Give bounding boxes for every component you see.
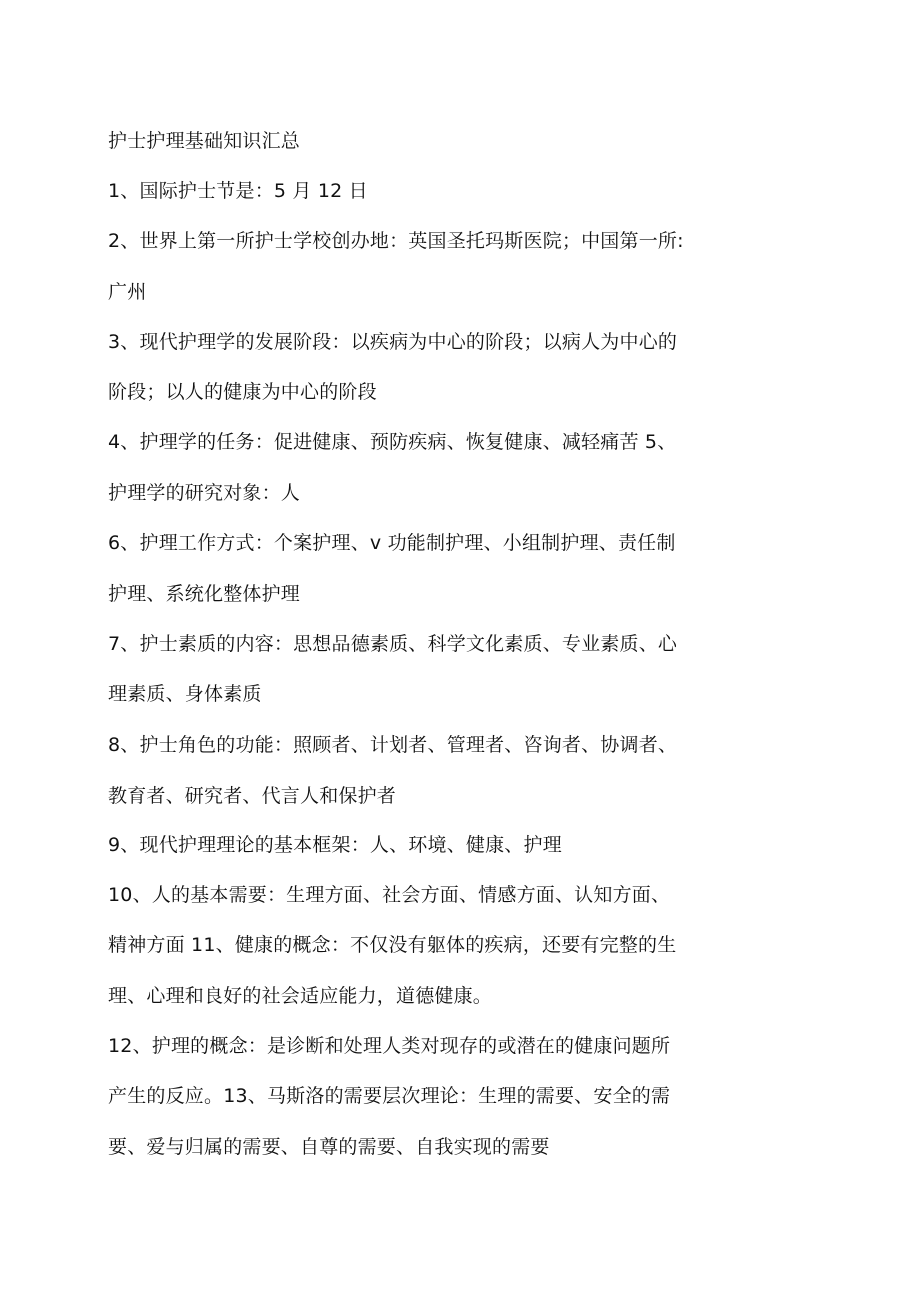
text-line: 1、国际护士节是：5 月 12 日 xyxy=(108,180,368,202)
text-line: 7、护士素质的内容：思想品德素质、科学文化素质、专业素质、心 xyxy=(108,633,678,655)
text-line: 8、护士角色的功能：照顾者、计划者、管理者、咨询者、协调者、 xyxy=(108,734,678,756)
text-line: 6、护理工作方式：个案护理、v 功能制护理、小组制护理、责任制 xyxy=(108,532,676,554)
text-line: 护理、系统化整体护理 xyxy=(108,583,301,605)
text-line: 要、爱与归属的需要、自尊的需要、自我实现的需要 xyxy=(108,1136,550,1158)
text-line: 10、人的基本需要：生理方面、社会方面、情感方面、认知方面、 xyxy=(108,884,671,906)
text-line: 产生的反应。13、马斯洛的需要层次理论：生理的需要、安全的需 xyxy=(108,1085,671,1107)
text-line: 阶段；以人的健康为中心的阶段 xyxy=(108,381,377,403)
text-line: 理素质、身体素质 xyxy=(108,683,262,705)
text-line: 理、心理和良好的社会适应能力，道德健康。 xyxy=(108,985,493,1007)
text-line: 4、护理学的任务：促进健康、预防疾病、恢复健康、减轻痛苦 5、 xyxy=(108,431,677,453)
text-line: 精神方面 11、健康的概念：不仅没有躯体的疾病，还要有完整的生 xyxy=(108,934,677,956)
text-line: 广州 xyxy=(108,281,147,303)
text-line: 9、现代护理理论的基本框架：人、环境、健康、护理 xyxy=(108,834,562,856)
text-line: 3、现代护理学的发展阶段：以疾病为中心的阶段；以病人为中心的 xyxy=(108,331,678,353)
text-line: 12、护理的概念：是诊断和处理人类对现存的或潜在的健康问题所 xyxy=(108,1035,671,1057)
text-line: 教育者、研究者、代言人和保护者 xyxy=(108,785,397,807)
text-line: 护理学的研究对象：人 xyxy=(108,482,301,504)
text-line: 2、世界上第一所护士学校创办地：英国圣托玛斯医院；中国第一所: xyxy=(108,230,684,252)
document-title: 护士护理基础知识汇总 xyxy=(108,130,301,152)
